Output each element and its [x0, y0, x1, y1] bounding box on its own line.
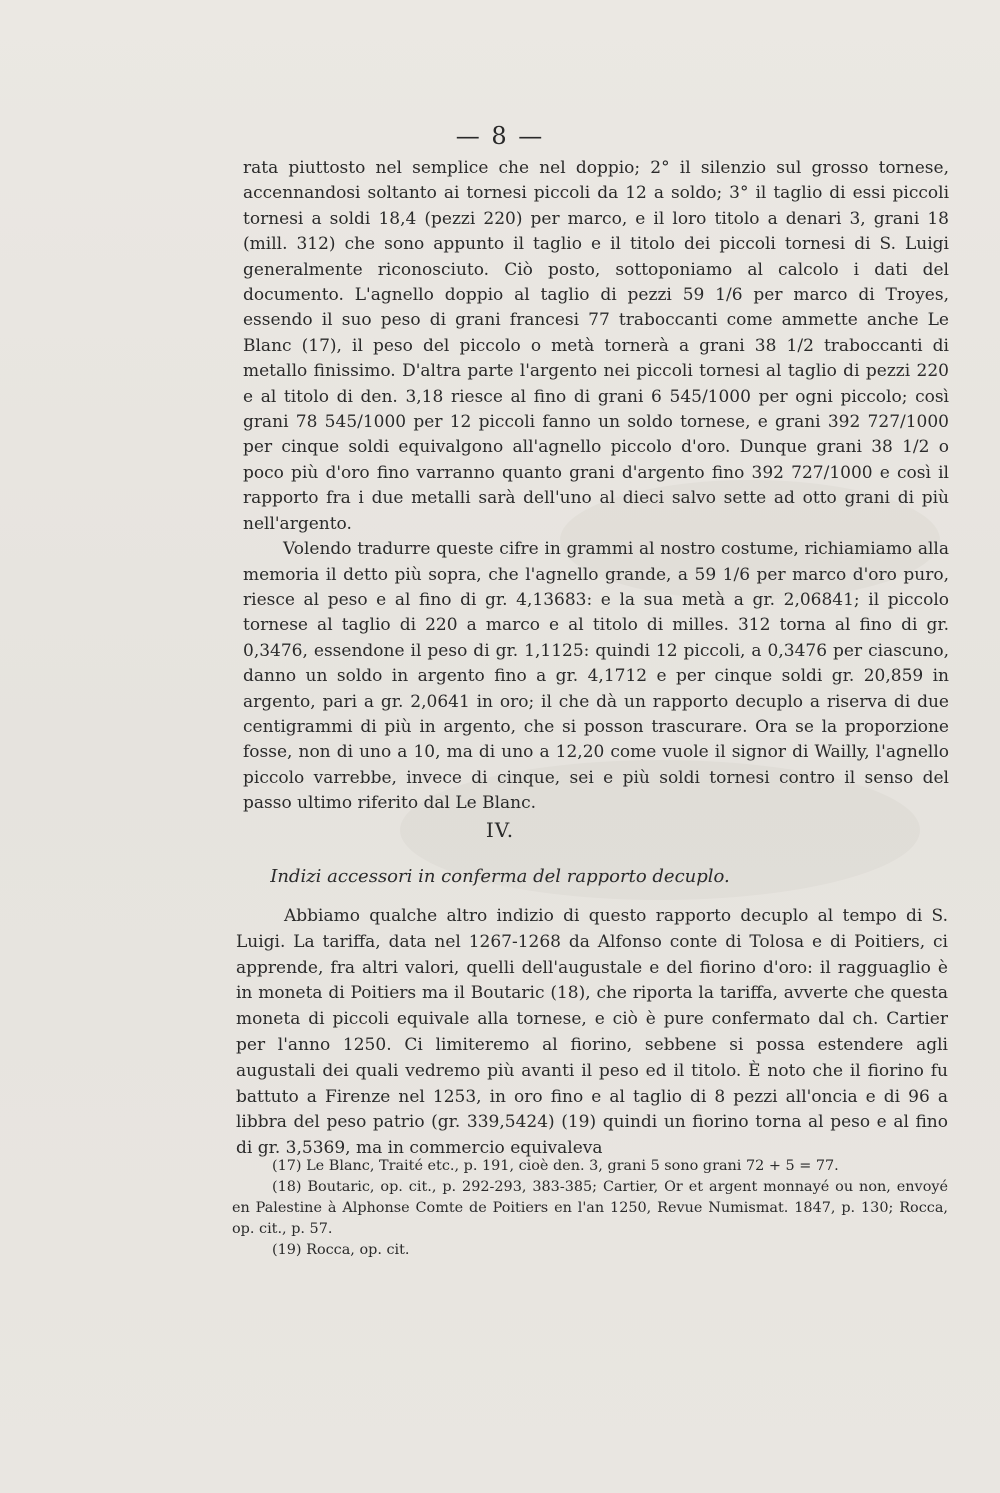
footnotes	[232, 1156, 948, 1261]
main-text	[243, 156, 949, 817]
section-number: IV.	[485, 818, 515, 842]
footnote: (19) Rocca, op. cit.	[272, 1242, 410, 1258]
paragraph: Abbiamo qualche altro indizio di questo rapporto decuplo al tempo di S. Luigi. La tariffa, data nel 1267-1268 da Alfonso conte di Tolosa e di Poitiers, ci apprende, fra altri valori, quelli dell'augustale e del fiorino d'oro: il ragguaglio è in moneta di Poitiers ma il Boutaric (18), che riporta la tariffa, avverte che questa moneta di piccoli equivale alla tornese, e ciò è pure confermato dal ch. Cartier per l'anno 1250. Ci limiteremo al fiorino, sebbene si possa estendere agli augustali dei quali vedremo più avanti il peso ed il titolo. È noto che il fiorino fu battuto a Firenze nel 1253, in oro fino e al taglio di 8 pezzi all'oncia e di 96 a libbra del peso patrio (gr. 339,5424) (19) quindi un fiorino torna al peso e al fino di gr. 3,5369, ma in commercio equivaleva	[236, 906, 948, 1159]
footnote: (17) Le Blanc, Traité etc., p. 191, cioè den. 3, grani 5 sono grani 72 + 5 = 77.	[272, 1158, 839, 1174]
paragraph: Volendo tradurre queste cifre in grammi al nostro costume, richiamiamo alla memoria il detto più sopra, che l'agnello grande, a 59 1/6 per marco d'oro puro, riesce al peso e al fino di gr. 4,13683: e la sua metà a gr. 2,06841; il piccolo tornese al taglio di 220 a marco e al titolo di milles. 312 torna al fino di gr. 0,3476, essendone il peso di gr. 1,1125: quindi 12 piccoli, a 0,3476 per ciascuno, danno un soldo in argento fino a gr. 4,1712 e per cinque soldi gr. 20,859 in argento, pari a gr. 2,0641 in oro; il che dà un rapporto decuplo a riserva di due centigrammi di più in argento, che si posson trascurare. Ora se la proporzione fosse, non di uno a 10, ma di uno a 12,20 come vuole il signor di Wailly, l'agnello piccolo varrebbe, invece di cinque, sei e più soldi tornesi contro il senso del passo ultimo riferito dal Le Blanc.	[243, 539, 949, 814]
page-number: — 8 —	[455, 122, 545, 150]
footnote: (18) Boutaric, op. cit., p. 292-293, 383-385; Cartier, Or et argent monnayé ou non, envoyé en Palestine à Alphonse Comte de Poitiers en l'an 1250, Revue Numismat. 1847, p. 130; Rocca, op. cit., p. 57.	[232, 1179, 948, 1237]
paragraph: rata piuttosto nel semplice che nel doppio; 2° il silenzio sul grosso tornese, accennandosi soltanto ai tornesi piccoli da 12 a soldo; 3° il taglio di essi piccoli tornesi a soldi 18,4 (pezzi 220) per marco, e il loro titolo a denari 3, grani 18 (mill. 312) che sono appunto il taglio e il titolo dei piccoli tornesi di S. Luigi generalmente riconosciuto. Ciò posto, sottoponiamo al calcolo i dati del documento. L'agnello doppio al taglio di pezzi 59 1/6 per marco di Troyes, essendo il suo peso di grani francesi 77 traboccanti come ammette anche Le Blanc (17), il peso del piccolo o metà tornerà a grani 38 1/2 traboccanti di metallo finissimo. D'altra parte l'argento nei piccoli tornesi al taglio di pezzi 220 e al titolo di den. 3,18 riesce al fino di grani 6 545/1000 per ogni piccolo; così grani 78 545/1000 per 12 piccoli fanno un soldo tornese, e grani 392 727/1000 per cinque soldi equivalgono all'agnello piccolo d'oro. Dunque grani 38 1/2 o poco più d'oro fino varranno quanto grani d'argento fino 392 727/1000 e così il rapporto fra i due metalli sarà dell'uno al dieci salvo sette ad otto grani di più nell'argento.	[243, 158, 949, 534]
section-text	[236, 904, 948, 1162]
section-title: Indizi accessori in conferma del rapporto decuplo.	[270, 866, 730, 887]
